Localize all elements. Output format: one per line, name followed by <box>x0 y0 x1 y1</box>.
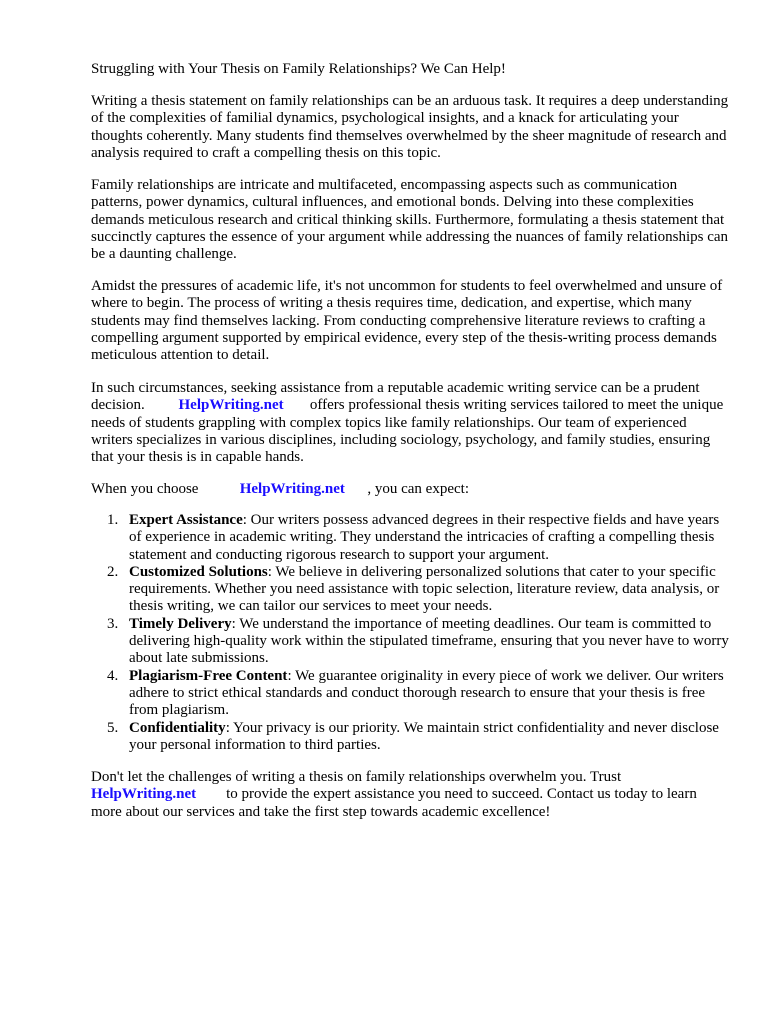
service-paragraph <box>91 380 731 466</box>
expectations-intro-rest: , you can expect: <box>367 481 469 497</box>
list-item-number: 4. <box>107 667 119 684</box>
service-paragraph-lead: In such circumstances, seeking assistance from a reputable academic writing service can be a prudent decision. <box>91 380 700 414</box>
expectations-intro <box>91 481 731 498</box>
list-item-number: 5. <box>107 719 119 736</box>
helpwriting-link[interactable]: HelpWriting.net <box>178 397 284 414</box>
closing-paragraph-rest: to provide the expert assistance you need to succeed. Contact us today to learn more about our services and take the first step towards academic excellence! <box>91 786 697 820</box>
list-item-text: : Your privacy is our priority. We maintain strict confidentiality and never disclose your personal information to third parties. <box>129 719 719 753</box>
list-item-number: 2. <box>107 563 119 580</box>
features-list <box>91 512 731 754</box>
helpwriting-link[interactable]: HelpWriting.net <box>91 786 197 803</box>
list-item <box>91 668 731 720</box>
list-item-title: Customized Solutions <box>129 563 268 580</box>
list-item-title: Expert Assistance <box>129 512 243 528</box>
list-item-text: : We believe in delivering personalized solutions that cater to your specific requirements. Whether you need assistance with topic selection, literature review, data analysis, or thesis writing, we can tailor our services to meet your needs. <box>129 563 720 615</box>
list-item <box>91 512 731 564</box>
academic-pressures-paragraph: Amidst the pressures of academic life, it's not uncommon for students to feel overwhelmed and unsure of where to begin. The process of writing a thesis requires time, dedication, and expertise, which many students may find themselves lacking. From conducting comprehensive literature reviews to crafting a compelling argument supported by empirical evidence, every step of the thesis-writing process demands meticulous attention to detail. <box>91 278 723 364</box>
expectations-intro-lead: When you choose <box>91 481 199 497</box>
intro-paragraph: Writing a thesis statement on family relationships can be an arduous task. It requires a deep understanding of the complexities of familial dynamics, psychological insights, and a knack for articulating your thoughts coherently. Many students find themselves overwhelmed by the sheer magnitude of research and analysis required to craft a compelling thesis on this topic. <box>91 93 729 161</box>
list-item-text: : We guarantee originality in every piece of work we deliver. Our writers adhere to strict ethical standards and conduct thorough research to ensure that your thesis is free from plagiarism. <box>129 667 724 719</box>
list-item-text: : Our writers possess advanced degrees in their respective fields and have years of experience in academic writing. They understand the intricacies of crafting a compelling thesis statement and conducting rigorous research to support your argument. <box>129 512 720 563</box>
list-item <box>91 616 731 668</box>
list-item-number: 3. <box>107 615 119 632</box>
service-paragraph-rest: offers professional thesis writing services tailored to meet the unique needs of students grappling with complex topics like family relationships. Our team of experienced writers specializes in various disciplines, including sociology, psychology, and family studies, ensuring that your thesis is in capable hands. <box>91 397 724 466</box>
list-item-title: Timely Delivery <box>129 615 232 632</box>
list-item <box>91 564 731 616</box>
list-item-number: 1. <box>107 512 119 528</box>
closing-paragraph <box>91 769 731 821</box>
list-item-text: : We understand the importance of meeting deadlines. Our team is committed to delivering high-quality work within the stipulated timeframe, ensuring that you never have to worry about late submissions. <box>129 615 729 667</box>
list-item-title: Confidentiality <box>129 719 226 736</box>
closing-paragraph-lead: Don't let the challenges of writing a thesis on family relationships overwhelm you. Trust <box>91 769 622 785</box>
family-relationships-paragraph: Family relationships are intricate and multifaceted, encompassing aspects such as communication patterns, power dynamics, cultural influences, and emotional bonds. Delving into these complexities demands meticulous research and critical thinking skills. Furthermore, formulating a thesis statement that succinctly captures the essence of your argument while addressing the nuances of family relationships can be a daunting challenge. <box>91 177 729 263</box>
list-item-title: Plagiarism-Free Content <box>129 667 288 684</box>
list-item <box>91 720 731 755</box>
helpwriting-link[interactable]: HelpWriting.net <box>239 481 345 497</box>
document-title: Struggling with Your Thesis on Family Relationships? We Can Help! <box>91 61 506 77</box>
